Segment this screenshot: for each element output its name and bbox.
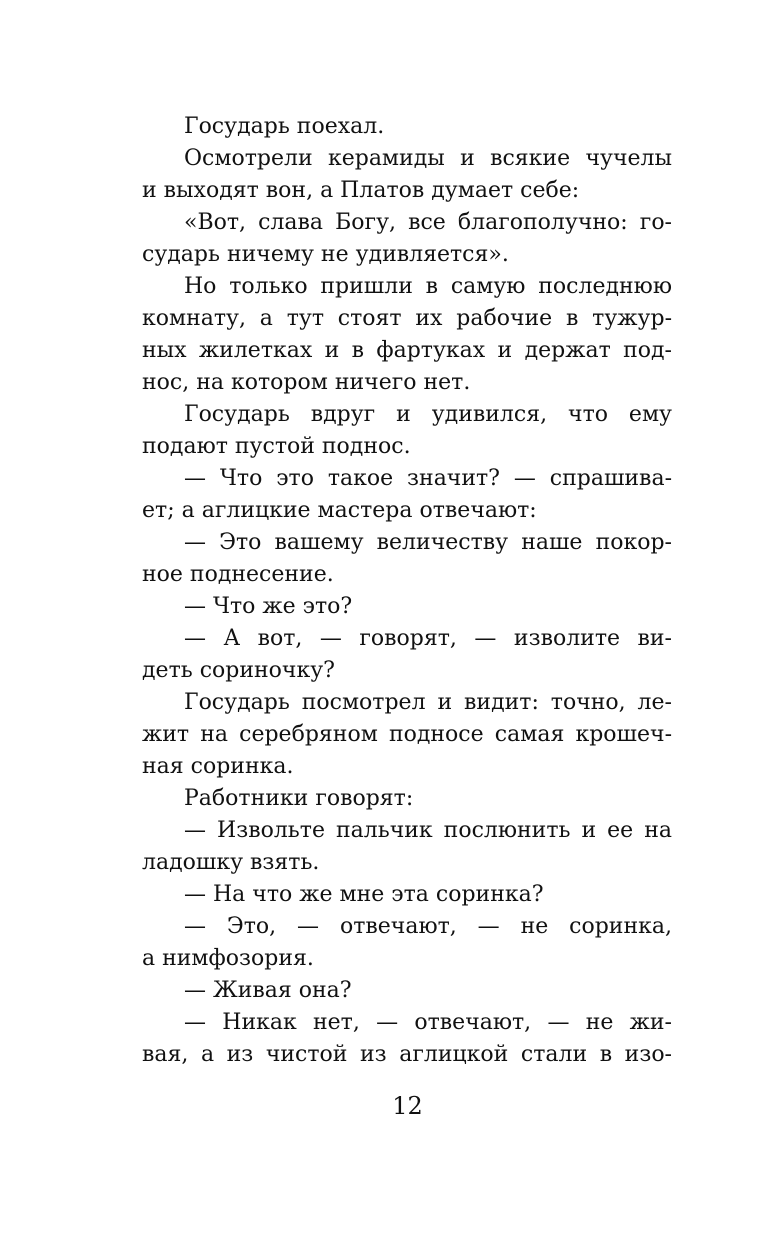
text-line: «Вот, слава Богу, все благополучно: го- xyxy=(184,210,672,235)
text-line: — Что же это? xyxy=(184,594,353,619)
text-line: Работники говорят: xyxy=(184,786,414,811)
text-line: — Никак нет, — отвечают, — не жи- xyxy=(184,1010,672,1035)
text-line: нос, на котором ничего нет. xyxy=(142,370,471,395)
text-line: Государь поехал. xyxy=(184,114,385,139)
text-line: — А вот, — говорят, — изволите ви- xyxy=(184,626,672,651)
text-line: и выходят вон, а Платов думает себе: xyxy=(142,178,580,203)
text-line: ное поднесение. xyxy=(142,562,334,587)
text-line: ных жилетках и в фартуках и держат под- xyxy=(142,338,672,363)
text-line: Государь вдруг и удивился, что ему xyxy=(184,402,672,427)
text-line: — Что это такое значит? — спрашива- xyxy=(184,466,672,491)
text-line: а нимфозория. xyxy=(142,946,314,971)
text-line: ная соринка. xyxy=(142,754,294,779)
text-line: комнату, а тут стоят их рабочие в тужур- xyxy=(142,306,672,331)
text-line: — Это вашему величеству наше покор- xyxy=(184,530,672,555)
text-line: сударь ничему не удивляется». xyxy=(142,242,509,267)
text-line: — Это, — отвечают, — не соринка, xyxy=(184,914,672,939)
text-line: Государь посмотрел и видит: точно, ле- xyxy=(184,690,672,715)
text-line: Но только пришли в самую последнюю xyxy=(184,274,672,299)
page-number: 12 xyxy=(392,1092,423,1120)
body-text xyxy=(142,111,672,1071)
text-line: жит на серебряном подносе самая крошеч- xyxy=(142,722,672,747)
text-line: ет; а аглицкие мастера отвечают: xyxy=(142,498,537,523)
text-line: — На что же мне эта соринка? xyxy=(184,882,544,907)
text-line: деть сориночку? xyxy=(142,658,335,683)
text-line: — Живая она? xyxy=(184,978,352,1003)
text-line: вая, а из чистой из аглицкой стали в изо- xyxy=(142,1042,672,1067)
text-line: — Извольте пальчик послюнить и ее на xyxy=(184,818,672,843)
text-line: подают пустой поднос. xyxy=(142,434,411,459)
text-line: ладошку взять. xyxy=(142,850,320,875)
text-line: Осмотрели керамиды и всякие чучелы xyxy=(184,146,672,171)
